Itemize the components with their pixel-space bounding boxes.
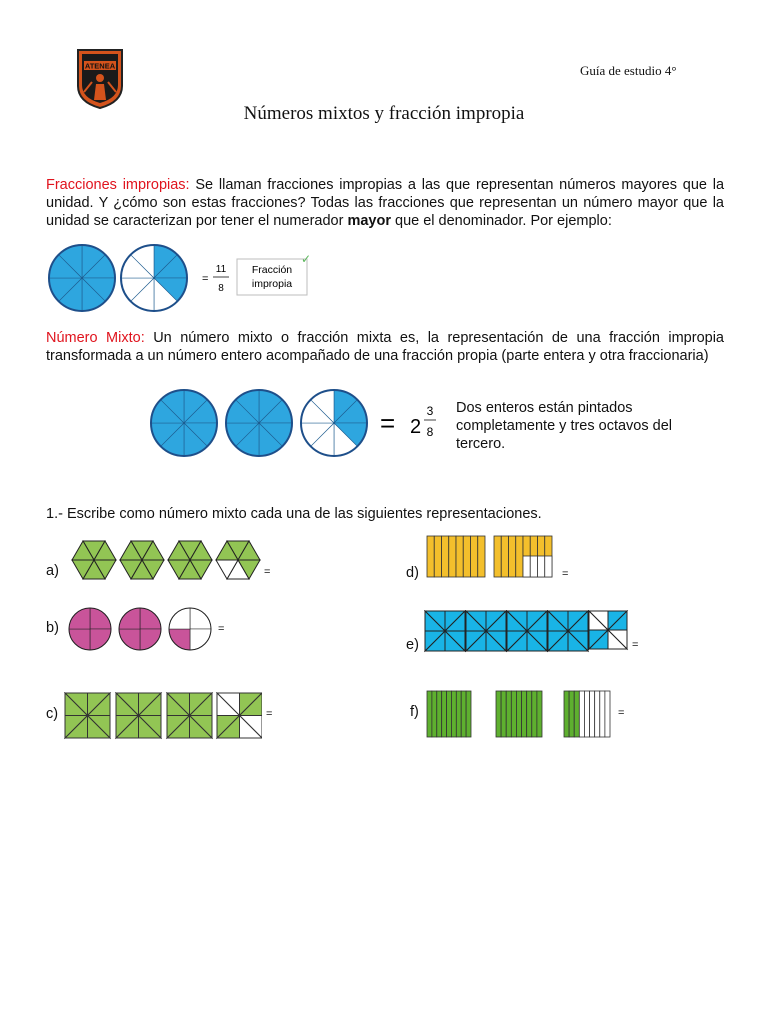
bar-segment <box>537 691 542 737</box>
bar-segment <box>532 691 537 737</box>
mixed-number-example <box>148 385 438 461</box>
check-icon: ✓ <box>301 252 312 266</box>
bar-segment <box>478 536 485 577</box>
item-b-equals: = <box>218 623 225 635</box>
logo-text: ATENEA <box>84 61 116 71</box>
bar-segment <box>432 691 437 737</box>
equals-sign: = <box>202 273 209 285</box>
bar-segment <box>595 691 600 737</box>
bar-segment <box>584 691 589 737</box>
bar-segment <box>516 536 523 577</box>
bar-segment <box>456 536 463 577</box>
whole-circle-2 <box>226 390 292 456</box>
item-d-bars <box>426 535 556 579</box>
item-d-label: d) <box>406 565 419 581</box>
item-a-hexagons <box>70 536 270 584</box>
item-a-equals: = <box>264 566 271 578</box>
bar-segment <box>574 691 579 737</box>
improper-fraction-example <box>44 242 324 314</box>
bar-segment <box>527 691 532 737</box>
mixed-number-text: Un número mixto o fracción mixta es, la representación de una fracción impropia transformada a un número entero acompañado de una fracción propia (parte entera y otra fraccionaria) <box>46 330 724 364</box>
item-e-label: e) <box>406 637 419 653</box>
atenea-logo <box>72 46 128 110</box>
bar-segment <box>449 536 456 577</box>
mixed-number-term: Número Mixto: <box>46 330 145 346</box>
item-f-bars <box>426 690 616 740</box>
bar-segment <box>496 691 501 737</box>
bar-segment <box>447 691 452 737</box>
mixed-denominator: 8 <box>426 425 434 439</box>
bar-segment-empty <box>545 556 552 577</box>
bar-segment <box>494 536 501 577</box>
mixed-numerator: 3 <box>426 404 434 418</box>
bar-segment <box>579 691 584 737</box>
bar-segment <box>605 691 610 737</box>
whole-circle-1 <box>151 390 217 456</box>
bar-segment <box>442 691 447 737</box>
bar-segment-empty <box>523 556 530 577</box>
item-b-label: b) <box>46 620 59 636</box>
fraction-numerator: 11 <box>215 264 227 275</box>
bar-segment <box>506 691 511 737</box>
mixed-number-explanation: Dos enteros están pintados completamente y tres octavos del tercero. <box>456 400 672 452</box>
partial-circle-eighths <box>121 245 187 311</box>
bar-segment <box>456 691 461 737</box>
item-e-squares <box>424 610 630 656</box>
bar-segment <box>564 691 569 737</box>
bar-segment <box>522 691 527 737</box>
item-b-circles <box>68 606 216 652</box>
item-e-equals: = <box>632 639 639 651</box>
guide-label: Guía de estudio 4° <box>580 63 677 78</box>
partial-circle-three-eighths <box>301 390 367 456</box>
bar-segment <box>427 536 434 577</box>
item-d-equals: = <box>562 568 569 580</box>
improper-fractions-text-end: que el denominador. Por ejemplo: <box>390 213 612 229</box>
page-title: Números mixtos y fracción impropia <box>243 103 525 124</box>
improper-fractions-text: Se llaman fracciones impropias a las que representan números mayores que la unidad. Y ¿cómo son estas fracciones? Todas las fracciones que representan un número mayor que la unidad se caracterizan por tener el numerador <box>46 177 725 229</box>
bar-segment <box>569 691 574 737</box>
bar-segment <box>471 536 478 577</box>
improper-fractions-paragraph <box>46 176 724 230</box>
mixed-whole: 2 <box>410 416 422 438</box>
bar-segment <box>590 691 595 737</box>
bar-segment <box>437 691 442 737</box>
bar-segment <box>501 536 508 577</box>
full-circle-eighths <box>49 245 115 311</box>
bar-segment <box>511 691 516 737</box>
fraction-denominator: 8 <box>218 283 224 294</box>
item-f-label: f) <box>410 704 419 720</box>
equals-sign: = <box>380 408 396 438</box>
bar-segment <box>501 691 506 737</box>
fraction-tag-line2: impropia <box>251 278 293 290</box>
item-a-label: a) <box>46 563 59 579</box>
bar-segment <box>442 536 449 577</box>
item-c-label: c) <box>46 706 59 722</box>
bar-segment <box>600 691 605 737</box>
mixed-number-paragraph <box>46 329 724 365</box>
bar-segment <box>463 536 470 577</box>
bar-segment <box>466 691 471 737</box>
bar-segment-empty <box>538 556 545 577</box>
bar-segment <box>461 691 466 737</box>
bar-segment <box>509 536 516 577</box>
bar-segment <box>516 691 521 737</box>
emphasis-word: mayor <box>347 213 391 229</box>
bar-segment-empty <box>530 556 537 577</box>
bar-segment <box>451 691 456 737</box>
item-c-equals: = <box>266 708 273 720</box>
fraction-tag-line1: Fracción <box>251 264 293 276</box>
exercise-instruction: 1.- Escribe como número mixto cada una de las siguientes representaciones. <box>46 506 542 522</box>
item-f-equals: = <box>618 707 625 719</box>
bar-segment <box>434 536 441 577</box>
bar-segment <box>427 691 432 737</box>
improper-fractions-term: Fracciones impropias: <box>46 177 190 193</box>
item-c-squares <box>64 692 262 740</box>
